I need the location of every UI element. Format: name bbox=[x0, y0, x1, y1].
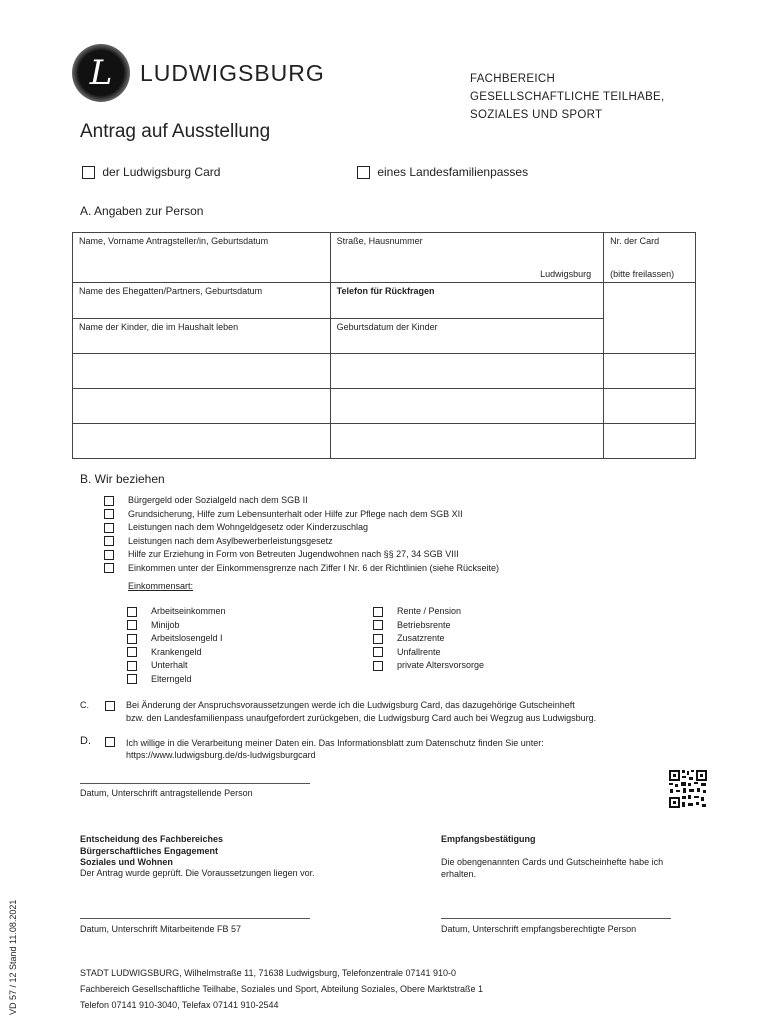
receipt-text-line: erhalten. bbox=[441, 868, 477, 879]
phone-label: Telefon für Rückfragen bbox=[336, 286, 435, 296]
list-item-label: Hilfe zur Erziehung in Form von Betreuten Jugendwohnen nach §§ 27, 34 SGB VIII bbox=[128, 549, 459, 559]
checkbox[interactable] bbox=[104, 509, 114, 519]
child-row-cell[interactable] bbox=[73, 354, 331, 389]
section-d-line: Ich willige in die Verarbeitung meiner Daten ein. Das Informationsblatt zum Datenschutz finden Sie unter: bbox=[126, 738, 544, 748]
decision-title-line: Soziales und Wohnen bbox=[80, 857, 173, 867]
footer-line: Telefon 07141 910-3040, Telefax 07141 910-2544 bbox=[80, 1000, 279, 1010]
form-version-note: VD 57 / 12 Stand 11.08.2021 bbox=[8, 899, 18, 1015]
checkbox[interactable] bbox=[373, 647, 383, 657]
applicant-signature-label: Datum, Unterschrift antragstellende Person bbox=[80, 788, 253, 798]
list-item-label: Arbeitseinkommen bbox=[151, 606, 226, 616]
section-c-checkbox[interactable] bbox=[105, 701, 115, 711]
list-item[interactable] bbox=[127, 673, 226, 687]
street-cell[interactable] bbox=[330, 233, 604, 283]
list-item[interactable] bbox=[373, 646, 484, 660]
city-label: Ludwigsburg bbox=[540, 269, 592, 279]
section-c-letter: C. bbox=[80, 700, 89, 710]
list-item[interactable] bbox=[104, 521, 499, 535]
list-item[interactable] bbox=[127, 619, 226, 633]
form-title: Antrag auf Ausstellung bbox=[80, 121, 271, 142]
benefits-list bbox=[104, 494, 499, 575]
option-card-label: der Ludwigsburg Card bbox=[102, 165, 221, 179]
card-number-blank bbox=[604, 283, 696, 354]
list-item[interactable] bbox=[373, 619, 484, 633]
list-item-label: Leistungen nach dem Asylbewerberleistungsgesetz bbox=[128, 535, 333, 546]
income-right-list bbox=[373, 605, 484, 673]
section-d-letter: D. bbox=[80, 735, 91, 747]
child-dob-row-cell[interactable] bbox=[330, 389, 604, 424]
card-number-label: Nr. der Card bbox=[610, 236, 660, 246]
option-pass[interactable] bbox=[357, 165, 528, 179]
list-item-label: Elterngeld bbox=[151, 673, 192, 684]
checkbox[interactable] bbox=[357, 166, 370, 179]
checkbox[interactable] bbox=[127, 634, 137, 644]
checkbox[interactable] bbox=[104, 550, 114, 560]
child-row-cell[interactable] bbox=[73, 389, 331, 424]
checkbox[interactable] bbox=[127, 620, 137, 630]
checkbox[interactable] bbox=[82, 166, 95, 179]
children-dob-cell[interactable] bbox=[330, 319, 604, 354]
list-item[interactable] bbox=[127, 646, 226, 660]
footer-line: Fachbereich Gesellschaftliche Teilhabe, Soziales und Sport, Abteilung Soziales, Obere Marktstraße 1 bbox=[80, 984, 484, 994]
spouse-label: Name des Ehegatten/Partners, Geburtsdatum bbox=[79, 286, 263, 296]
section-d-checkbox[interactable] bbox=[105, 737, 115, 747]
list-item-label: Unterhalt bbox=[151, 660, 188, 670]
section-c-text bbox=[126, 699, 596, 725]
checkbox[interactable] bbox=[373, 607, 383, 617]
receipt-text-line: Die obengenannten Cards und Gutscheinhefte habe ich bbox=[441, 857, 664, 867]
qr-code bbox=[668, 769, 708, 809]
list-item-label: Bürgergeld oder Sozialgeld nach dem SGB II bbox=[128, 495, 308, 505]
list-item-label: Unfallrente bbox=[397, 646, 441, 657]
signature-line bbox=[80, 918, 310, 919]
list-item-label: Krankengeld bbox=[151, 646, 202, 657]
list-item[interactable] bbox=[127, 659, 226, 673]
blank-cell bbox=[604, 424, 696, 459]
blank-cell bbox=[604, 389, 696, 424]
checkbox[interactable] bbox=[127, 647, 137, 657]
list-item[interactable] bbox=[373, 632, 484, 646]
receipt-text bbox=[441, 857, 663, 880]
list-item-label: Leistungen nach dem Wohngeldgesetz oder Kinderzuschlag bbox=[128, 522, 368, 532]
checkbox[interactable] bbox=[104, 536, 114, 546]
decision-title-line: Bürgerschaftliches Engagement bbox=[80, 845, 219, 856]
child-dob-row-cell[interactable] bbox=[330, 354, 604, 389]
department-line: SOZIALES UND SPORT bbox=[470, 109, 603, 121]
checkbox[interactable] bbox=[127, 661, 137, 671]
list-item-label: private Altersvorsorge bbox=[397, 660, 485, 670]
decision-text: Der Antrag wurde geprüft. Die Voraussetzungen liegen vor. bbox=[80, 868, 315, 878]
list-item[interactable] bbox=[104, 494, 499, 508]
spouse-cell[interactable] bbox=[73, 283, 331, 319]
person-table bbox=[72, 232, 696, 459]
section-b-heading: B. Wir beziehen bbox=[80, 472, 165, 486]
signature-line bbox=[441, 918, 671, 919]
checkbox[interactable] bbox=[104, 523, 114, 533]
list-item-label: Minijob bbox=[151, 619, 180, 630]
card-number-hint: (bitte freilassen) bbox=[610, 269, 675, 279]
list-item[interactable] bbox=[373, 605, 484, 619]
list-item[interactable] bbox=[127, 605, 226, 619]
checkbox[interactable] bbox=[373, 661, 383, 671]
checkbox[interactable] bbox=[127, 607, 137, 617]
list-item-label: Arbeitslosengeld I bbox=[151, 633, 223, 643]
children-label: Name der Kinder, die im Haushalt leben bbox=[79, 322, 239, 332]
checkbox[interactable] bbox=[127, 674, 137, 684]
staff-signature-label: Datum, Unterschrift Mitarbeitende FB 57 bbox=[80, 924, 242, 934]
section-c-line: Bei Änderung der Anspruchsvoraussetzungen werde ich die Ludwigsburg Card, das dazugehörige Gutscheinheft bbox=[126, 700, 575, 710]
list-item-label: Betriebsrente bbox=[397, 619, 451, 630]
decision-title-line: Entscheidung des Fachbereiches bbox=[80, 834, 224, 844]
option-pass-label: eines Landesfamilienpasses bbox=[377, 165, 529, 179]
decision-title bbox=[80, 834, 223, 869]
signature-line bbox=[80, 783, 310, 784]
name-cell[interactable] bbox=[73, 233, 331, 283]
logo-glyph: L bbox=[89, 53, 113, 93]
list-item-label: Einkommen unter der Einkommensgrenze nach Ziffer I Nr. 6 der Richtlinien (siehe Rückseite) bbox=[128, 562, 499, 573]
checkbox[interactable] bbox=[104, 496, 114, 506]
footer-line: STADT LUDWIGSBURG, Wilhelmstraße 11, 71638 Ludwigsburg, Telefonzentrale 07141 910-0 bbox=[80, 968, 457, 978]
blank-cell bbox=[604, 354, 696, 389]
child-row-cell[interactable] bbox=[73, 424, 331, 459]
checkbox[interactable] bbox=[373, 634, 383, 644]
city-logo-text: LUDWIGSBURG bbox=[140, 60, 325, 86]
street-label: Straße, Hausnummer bbox=[336, 236, 423, 246]
list-item[interactable] bbox=[104, 548, 499, 562]
department-name bbox=[470, 70, 665, 124]
city-logo-emblem bbox=[72, 44, 130, 102]
list-item[interactable] bbox=[373, 659, 484, 673]
checkbox[interactable] bbox=[104, 563, 114, 573]
income-left-list bbox=[127, 605, 226, 686]
checkbox[interactable] bbox=[373, 620, 383, 630]
list-item[interactable] bbox=[127, 632, 226, 646]
department-line: FACHBEREICH bbox=[470, 73, 556, 85]
list-item-label: Zusatzrente bbox=[397, 633, 445, 643]
department-line: GESELLSCHAFTLICHE TEILHABE, bbox=[470, 91, 665, 103]
option-card[interactable] bbox=[82, 165, 220, 179]
receipt-title: Empfangsbestätigung bbox=[441, 834, 536, 844]
list-item[interactable] bbox=[104, 508, 499, 522]
privacy-link[interactable]: https://www.ludwigsburg.de/ds-ludwigsburgcard bbox=[126, 750, 316, 760]
income-type-label: Einkommensart: bbox=[128, 581, 194, 591]
children-dob-label: Geburtsdatum der Kinder bbox=[336, 322, 438, 332]
footer-address bbox=[80, 965, 483, 1013]
section-a-heading: A. Angaben zur Person bbox=[80, 204, 204, 218]
list-item-label: Grundsicherung, Hilfe zum Lebensunterhalt oder Hilfe zur Pflege nach dem SGB XII bbox=[128, 508, 463, 519]
children-cell[interactable] bbox=[73, 319, 331, 354]
name-label: Name, Vorname Antragsteller/in, Geburtsdatum bbox=[79, 236, 269, 246]
recipient-signature-label: Datum, Unterschrift empfangsberechtigte Person bbox=[441, 924, 637, 934]
section-c-line: bzw. den Landesfamilienpass unaufgefordert zurückgeben, die Ludwigsburg Card auch bei Wegzug aus Ludwigsburg. bbox=[126, 713, 597, 723]
list-item[interactable] bbox=[104, 535, 499, 549]
list-item-label: Rente / Pension bbox=[397, 606, 462, 616]
section-d-text bbox=[126, 737, 544, 761]
child-dob-row-cell[interactable] bbox=[330, 424, 604, 459]
card-number-cell bbox=[604, 233, 696, 283]
phone-cell[interactable] bbox=[330, 283, 604, 319]
list-item[interactable] bbox=[104, 562, 499, 576]
